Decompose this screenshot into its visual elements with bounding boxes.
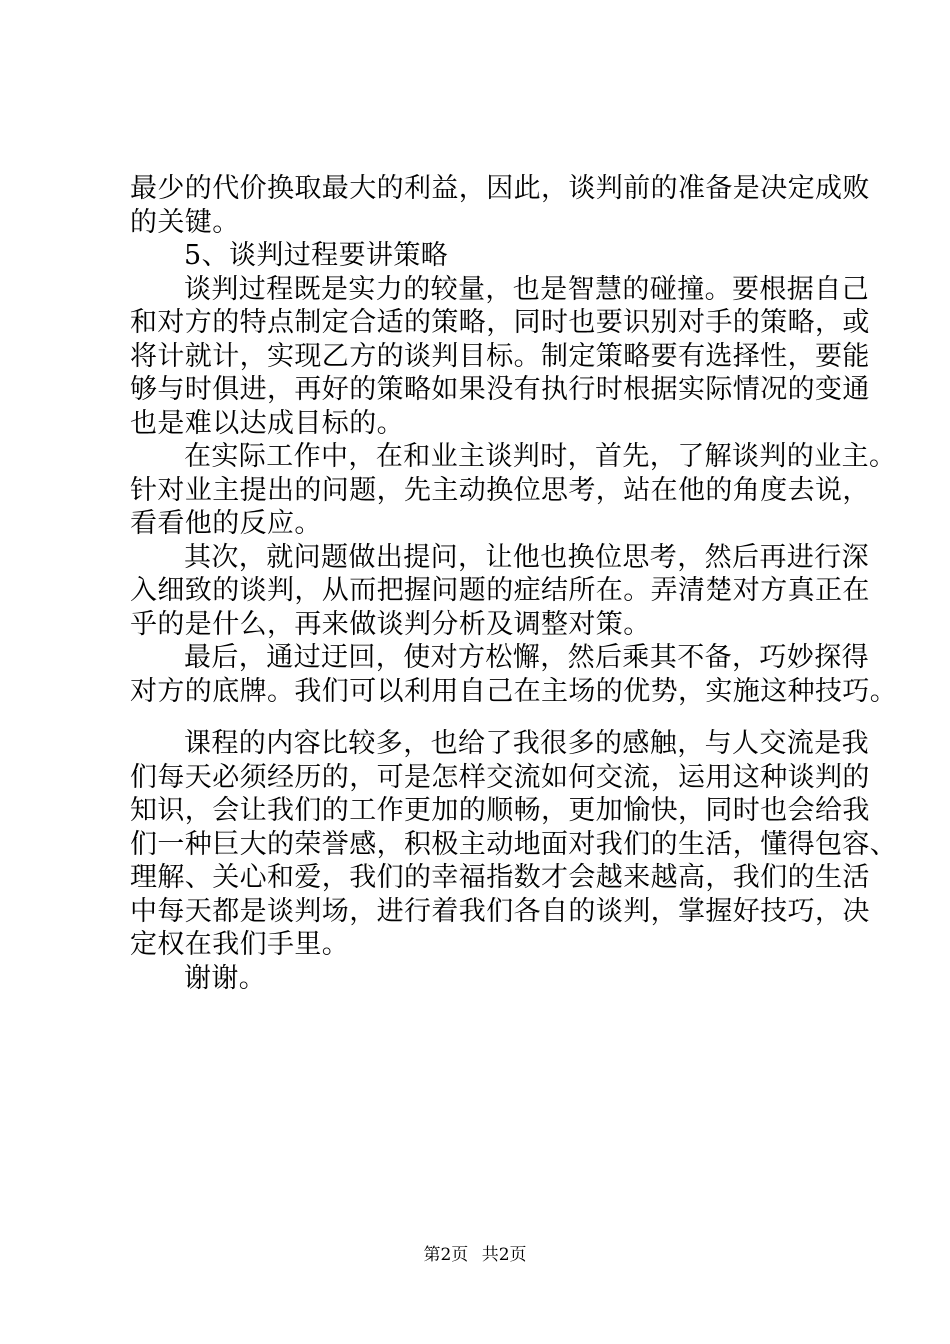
text-line: 乎的是什么，再来做谈判分析及调整对策。 (130, 608, 651, 640)
text-line: 定权在我们手里。 (130, 929, 350, 960)
text-line: 知识，会让我们的工作更加的顺畅，更加愉快，同时也会给我 (130, 795, 870, 826)
paragraph-start: 课程的内容比较多，也给了我很多的感触，与人交流是我 (184, 728, 869, 759)
text-line: 的关键。 (130, 206, 240, 238)
paragraph-start: 最后，通过迂回，使对方松懈，然后乘其不备，巧妙探得 (184, 642, 869, 673)
section-heading: 5、谈判过程要讲策略 (184, 240, 449, 271)
text-line: 入细致的谈判，从而把握问题的症结所在。弄清楚对方真正在 (130, 575, 870, 606)
text-line: 们每天必须经历的，可是怎样交流如何交流，运用这种谈判的 (130, 761, 870, 793)
text-line: 理解、关心和爱，我们的幸福指数才会越来越高，我们的生活 (130, 862, 870, 893)
text-line: 针对业主提出的问题，先主动换位思考，站在他的角度去说， (130, 474, 870, 506)
text-line: 最少的代价换取最大的利益，因此，谈判前的准备是决定成败 (130, 173, 870, 204)
text-line: 看看他的反应。 (130, 508, 322, 539)
text-line: 将计就计，实现乙方的谈判目标。制定策略要有选择性，要能 (130, 340, 870, 372)
text-line: 也是难以达成目标的。 (130, 407, 404, 439)
text-line: 中每天都是谈判场，进行着我们各自的谈判，掌握好技巧，决 (130, 895, 870, 927)
page-number-current: 第2页 (423, 1245, 469, 1265)
text-line: 们一种巨大的荣誉感，积极主动地面对我们的生活，懂得包容、 (130, 828, 898, 860)
page-number-total: 共2页 (481, 1245, 527, 1265)
text-line: 够与时俱进，再好的策略如果没有执行时根据实际情况的变通 (130, 374, 870, 405)
page-footer (0, 1244, 950, 1266)
document-body (130, 172, 898, 995)
paragraph-start: 其次，就问题做出提问，让他也换位思考，然后再进行深 (184, 541, 869, 573)
text-line: 和对方的特点制定合适的策略，同时也要识别对手的策略，或 (130, 307, 870, 338)
paragraph-gap (130, 708, 860, 727)
paragraph-start: 在实际工作中，在和业主谈判时，首先，了解谈判的业主。 (184, 441, 897, 472)
closing-line: 谢谢。 (184, 962, 267, 994)
text-line: 对方的底牌。我们可以利用自己在主场的优势，实施这种技巧。 (130, 675, 898, 707)
paragraph-start: 谈判过程既是实力的较量，也是智慧的碰撞。要根据自己 (184, 273, 869, 305)
